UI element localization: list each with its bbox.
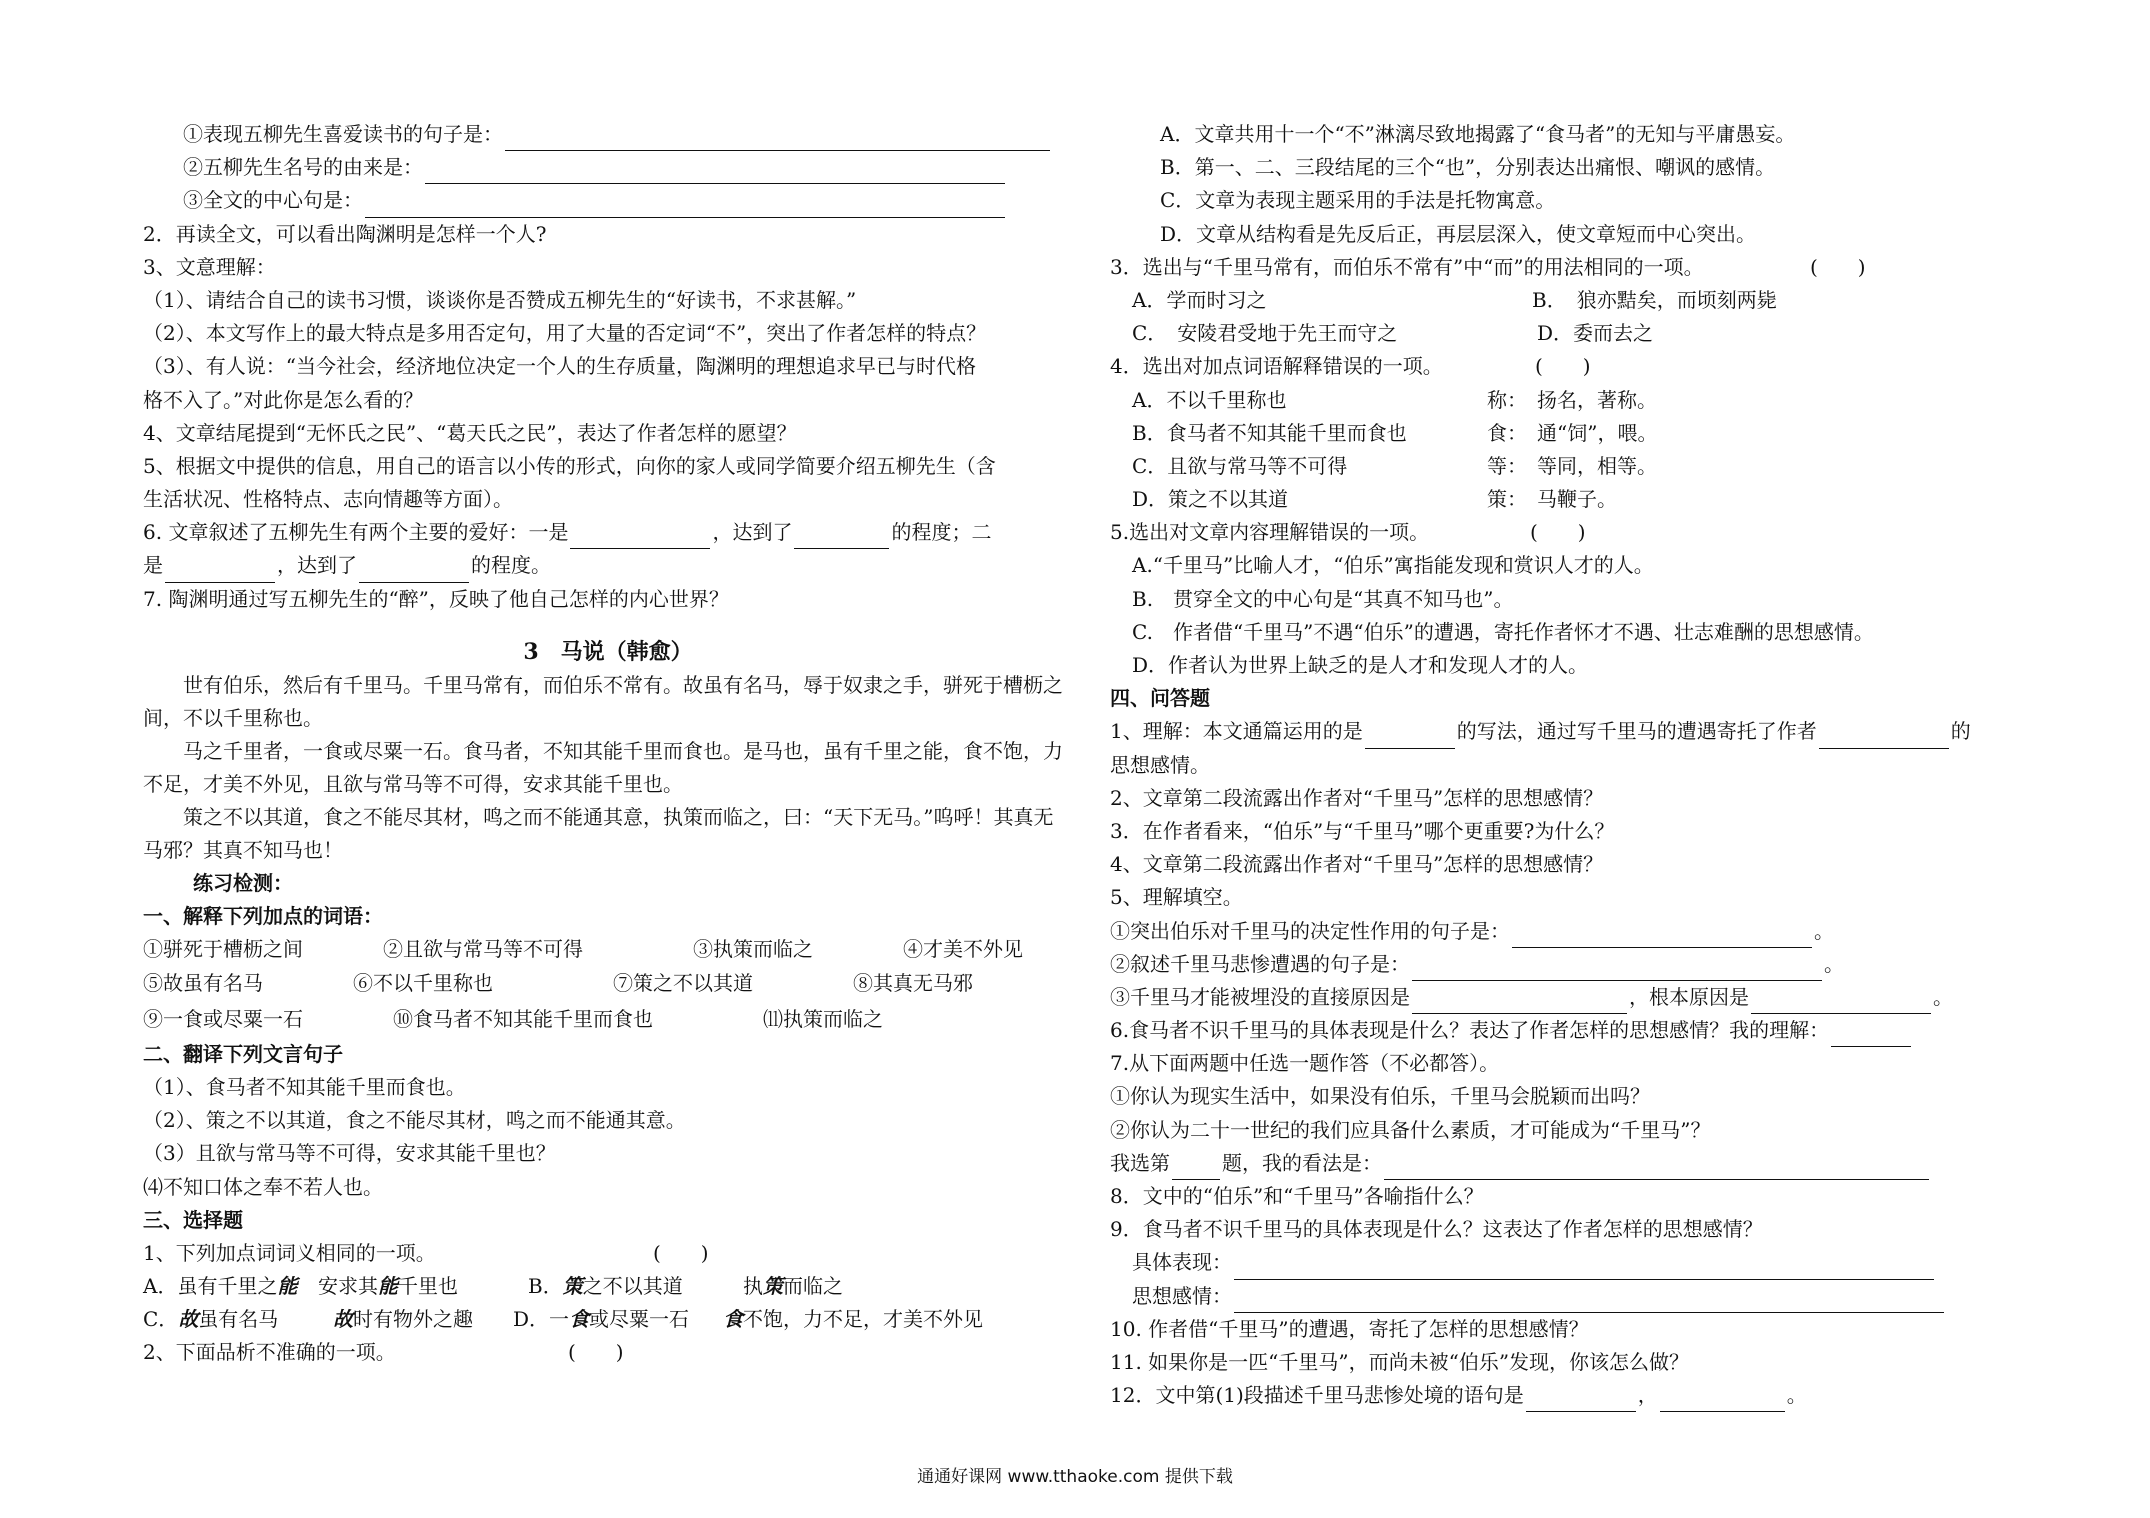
answer-blank[interactable] <box>1660 1389 1785 1412</box>
page-footer: 通通好课网 www.tthaoke.com 提供下载 <box>917 1467 1233 1487</box>
answer-blank[interactable] <box>1412 958 1822 981</box>
choice-question-3: 3．选出与“千里马常有，而伯乐不常有”中“而”的用法相同的一项。 ( ) <box>1110 254 1866 279</box>
s4-question-9-b: 思想感情： <box>1110 1280 2040 1313</box>
q1-item-1: ①表现五柳先生喜爱读书的句子是： <box>143 118 1073 151</box>
answer-paren[interactable]: ( ) <box>653 1240 709 1265</box>
s4-question-12: 12．文中第(1)段描述千里马悲惨处境的语句是 ， 。 <box>1110 1379 2040 1412</box>
s4-question-5-2: ②叙述千里马悲惨遭遇的句子是： 。 <box>1110 948 2040 981</box>
answer-blank[interactable] <box>1819 726 1949 749</box>
s4-question-7-answer: 我选第 题，我的看法是： <box>1110 1147 2040 1180</box>
s4-question-8: 8．文中的“伯乐”和“千里马”各喻指什么？ <box>1110 1184 1484 1208</box>
s4-question-3: 3．在作者看来，“伯乐”与“千里马”哪个更重要?为什么？ <box>1110 818 1615 843</box>
q2-option-A: A．文章共用十一个“不”淋漓尽致地揭露了“食马者”的无知与平庸愚妄。 <box>1160 122 1796 146</box>
q1-item-2: ②五柳先生名号的由来是： <box>143 151 1073 184</box>
answer-paren[interactable]: ( ) <box>1530 520 1586 545</box>
left-column <box>143 118 1073 1370</box>
section-3-question-1: 1、下列加点词词义相同的一项。 ( ) <box>143 1240 709 1265</box>
section-4-title: 四、问答题 <box>1110 686 1210 711</box>
q4-row-D: D．策之不以其道 策： 马鞭子。 <box>1132 487 1617 512</box>
section-2-item-1: （1）、食马者不知其能千里而食也。 <box>143 1074 466 1099</box>
s4-question-9: 9．食马者不识千里马的具体表现是什么？这表达了作者怎样的思想感情？ <box>1110 1217 1763 1242</box>
answer-blank[interactable] <box>365 195 1005 218</box>
q2-option-B: B．第一、二、三段结尾的三个“也”，分别表达出痛恨、嘲讽的感情。 <box>1160 155 1776 180</box>
answer-blank[interactable] <box>1751 991 1931 1014</box>
section-3-title: 三、选择题 <box>143 1207 243 1232</box>
s4-question-7: 7.从下面两题中任选一题作答（不必都答）。 <box>1110 1051 1500 1076</box>
s4-question-9-a: 具体表现： <box>1110 1246 2040 1279</box>
answer-blank[interactable] <box>1234 1290 1944 1313</box>
answer-blank[interactable] <box>1172 1157 1220 1180</box>
q4-row-A: A．不以千里称也 称： 扬名，著称。 <box>1132 387 1657 412</box>
answer-blank[interactable] <box>505 128 1050 151</box>
answer-blank[interactable] <box>1384 1157 1929 1180</box>
q5-option-B: B. 贯穿全文的中心句是“其真不知马也”。 <box>1132 586 1514 611</box>
answer-paren[interactable]: ( ) <box>1535 354 1591 379</box>
section-3-q1-row-CD: C．故虽有名马 故时有物外之趣 D．一食或尽粟一石 食不饱，力不足，才美不外见 <box>143 1307 983 1332</box>
answer-blank[interactable] <box>165 560 275 583</box>
choice-question-4: 4．选出对加点词语解释错误的一项。 ( ) <box>1110 354 1591 379</box>
question-7: 7. 陶渊明通过写五柳先生的“醉”，反映了他自己怎样的内心世界？ <box>143 586 729 611</box>
s4-question-4: 4、文章第二段流露出作者对“千里马”怎样的思想感情？ <box>1110 852 1604 877</box>
section-3-q1-row-AB: A．虽有千里之能 安求其能千里也 B．策之不以其道 执策而临之 <box>143 1274 843 1299</box>
article-paragraph-3: 策之不以其道，食之不能尽其材，鸣之而不能通其意，执策而临之，曰：“天下无马。”呜呼！其真无马邪？其真不知马也！ <box>143 805 1054 862</box>
section-3-question-2: 2、下面品析不准确的一项。 ( ) <box>143 1340 624 1365</box>
answer-blank[interactable] <box>1234 1257 1934 1280</box>
q2-option-D: D．文章从结构看是先反后正，再层层深入，使文章短而中心突出。 <box>1160 221 1757 246</box>
section-1-title: 一、解释下列加点的词语： <box>143 904 383 929</box>
answer-blank[interactable] <box>1412 991 1627 1014</box>
s4-question-10: 10. 作者借“千里马”的遭遇，寄托了怎样的思想感情？ <box>1110 1316 1589 1341</box>
answer-blank[interactable] <box>570 526 710 549</box>
section-2-item-3: （3）且欲与常马等不可得，安求其能千里也？ <box>143 1141 556 1166</box>
s4-question-11: 11. 如果你是一匹“千里马”，而尚未被“伯乐”发现，你该怎么做？ <box>1110 1349 1690 1374</box>
question-5b: 生活状况、性格特点、志向情趣等方面）。 <box>143 487 513 512</box>
section-1-row-3: ⑨一食或尽粟一石 ⑩食马者不知其能千里而食也 ⑾执策而临之 <box>143 1006 883 1031</box>
question-3-2: （2）、本文写作上的最大特点是多用否定句，用了大量的否定词“不”，突出了作者怎样的特点？ <box>143 321 987 346</box>
choice-question-5: 5.选出对文章内容理解错误的一项。 ( ) <box>1110 520 1586 545</box>
q4-row-B: B．食马者不知其能千里而食也 食： 通“饲”，喂。 <box>1132 420 1658 445</box>
section-2-title: 二、翻译下列文言句子 <box>143 1041 343 1066</box>
question-3: 3、文意理解： <box>143 254 276 279</box>
answer-blank[interactable] <box>1831 1024 1911 1047</box>
s4-question-1-cont: 思想感情。 <box>1110 752 1210 777</box>
question-5a: 5、根据文中提供的信息，用自己的语言以小传的形式，向你的家人或同学简要介绍五柳先生（含 <box>143 453 996 478</box>
right-column <box>1110 118 2040 1412</box>
section-2-item-2: （2）、策之不以其道，食之不能尽其材，鸣之而不能通其意。 <box>143 1108 686 1133</box>
question-6b: 是 ，达到了 的程度。 <box>143 549 1073 582</box>
answer-blank[interactable] <box>359 560 469 583</box>
answer-paren[interactable]: ( ) <box>568 1340 624 1365</box>
s4-question-2: 2、文章第二段流露出作者对“千里马”怎样的思想感情？ <box>1110 785 1604 810</box>
q3-row-CD: C． 安陵君受地于先王而守之 D．委而去之 <box>1132 321 1654 346</box>
answer-blank[interactable] <box>794 526 889 549</box>
s4-question-7-1: ①你认为现实生活中，如果没有伯乐，千里马会脱颖而出吗？ <box>1110 1084 1650 1109</box>
question-3-3a: （3）、有人说：“当今社会，经济地位决定一个人的生存质量，陶渊明的理想追求早已与时代格 <box>143 354 976 379</box>
s4-question-6: 6.食马者不识千里马的具体表现是什么？表达了作者怎样的思想感情？我的理解： <box>1110 1014 2040 1047</box>
answer-blank[interactable] <box>1512 925 1812 948</box>
section-2-item-4: ⑷不知口体之奉不若人也。 <box>143 1174 383 1199</box>
article-paragraph-1: 世有伯乐，然后有千里马。千里马常有，而伯乐不常有。故虽有名马，辱于奴隶之手，骈死于槽枥之间，不以千里称也。 <box>143 673 1063 730</box>
s4-question-1: 1、理解：本文通篇运用的是 的写法，通过写千里马的遭遇寄托了作者 的 <box>1110 715 2040 748</box>
s4-question-7-2: ②你认为二十一世纪的我们应具备什么素质，才可能成为“千里马”？ <box>1110 1117 1711 1142</box>
question-3-1: （1）、请结合自己的读书习惯，谈谈你是否赞成五柳先生的“好读书，不求甚解。” <box>143 287 857 312</box>
question-3-3b: 格不入了。”对此你是怎么看的？ <box>143 387 424 412</box>
article-paragraph-2: 马之千里者，一食或尽粟一石。食马者，不知其能千里而食也。是马也，虽有千里之能，食不饱，力不足，才美不外见，且欲与常马等不可得，安求其能千里也。 <box>143 739 1063 796</box>
question-6a: 6. 文章叙述了五柳先生有两个主要的爱好：一是 ，达到了 的程度；二 <box>143 516 1073 549</box>
question-4: 4、文章结尾提到“无怀氏之民”、“葛天氏之民”，表达了作者怎样的愿望？ <box>143 420 797 445</box>
q5-option-A: A.“千里马”比喻人才，“伯乐”寓指能发现和赏识人才的人。 <box>1132 553 1654 578</box>
q4-row-C: C．且欲与常马等不可得 等： 等同，相等。 <box>1132 453 1657 478</box>
q1-item-3: ③全文的中心句是： <box>143 184 1073 217</box>
practice-title: 练习检测： <box>193 871 293 895</box>
section-1-row-1: ①骈死于槽枥之间 ②且欲与常马等不可得 ③执策而临之 ④才美不外见 <box>143 937 1023 962</box>
article-title: 3 马说（韩愈） <box>523 638 693 665</box>
q3-row-AB: A．学而时习之 B． 狼亦黠矣，而顷刻两毙 <box>1132 287 1777 312</box>
answer-blank[interactable] <box>1526 1389 1636 1412</box>
section-1-row-2: ⑤故虽有名马 ⑥不以千里称也 ⑦策之不以其道 ⑧其真无马邪 <box>143 970 973 995</box>
q2-option-C: C．文章为表现主题采用的手法是托物寓意。 <box>1160 188 1556 213</box>
q5-option-C: C. 作者借“千里马”不遇“伯乐”的遭遇，寄托作者怀才不遇、壮志难酬的思想感情。 <box>1132 619 1874 644</box>
answer-blank[interactable] <box>425 161 1005 184</box>
s4-question-5: 5、理解填空。 <box>1110 885 1243 910</box>
answer-blank[interactable] <box>1365 726 1455 749</box>
answer-paren[interactable]: ( ) <box>1810 254 1866 279</box>
question-2: 2．再读全文，可以看出陶渊明是怎样一个人? <box>143 221 547 246</box>
q5-option-D: D．作者认为世界上缺乏的是人才和发现人才的人。 <box>1132 653 1589 677</box>
s4-question-5-3: ③千里马才能被埋没的直接原因是 ，根本原因是 。 <box>1110 981 2040 1014</box>
s4-question-5-1: ①突出伯乐对千里马的决定性作用的句子是： 。 <box>1110 915 2040 948</box>
